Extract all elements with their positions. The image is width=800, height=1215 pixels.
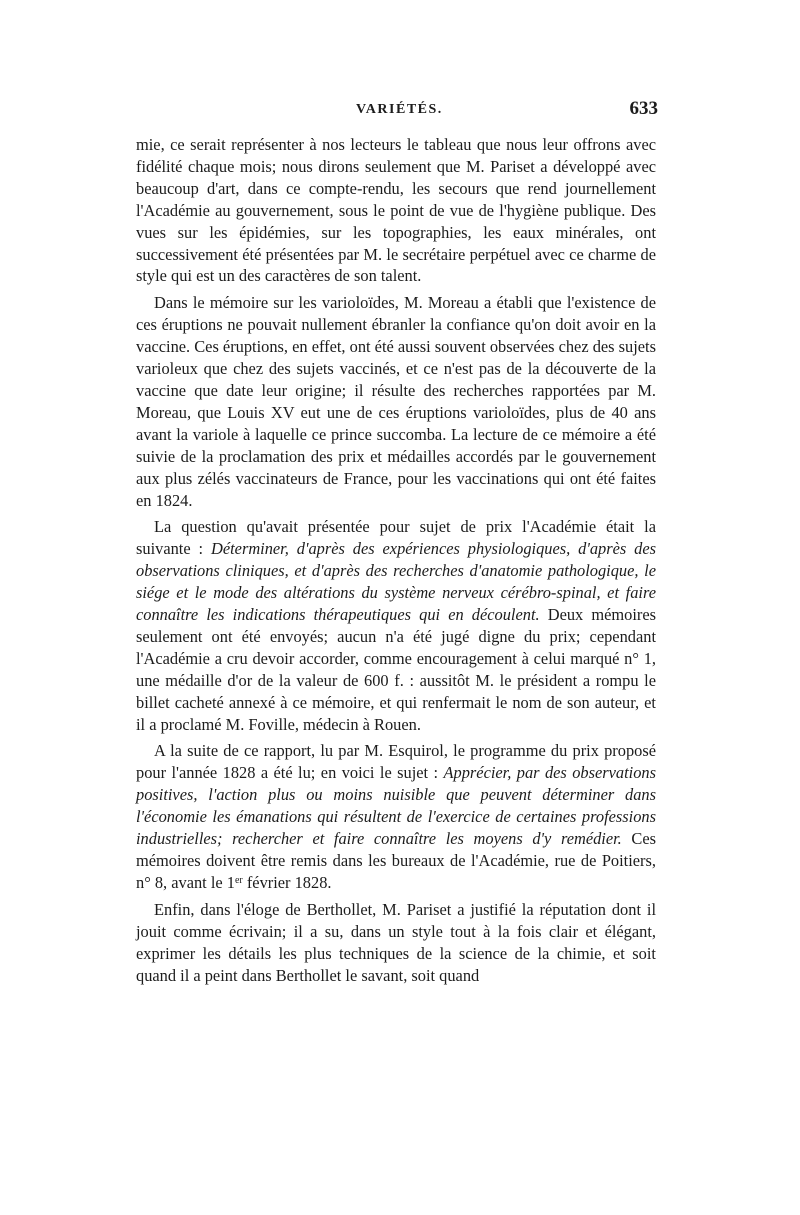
paragraph-prize-question (136, 516, 656, 735)
prize-1828-intro: A la suite de ce rapport, lu par M. Esquirol, le programme du prix proposé pour l'année 1828 a été lu; en voici le sujet : (136, 741, 656, 783)
prize-1828-conditions: Ces mémoires doivent être remis dans les bureaux de l'Académie, rue de Poitiers, n° 8, avant le 1 (136, 829, 656, 892)
paragraph-varioloides: Dans le mémoire sur les varioloïdes, M. Moreau a établi que l'existence de ces éruptions ne pouvait nullement ébranler la confiance qu'on doit avoir en la vaccine. Ces éruptions, en effet, ont été aussi souvent observées chez des sujets varioleux que chez des sujets vaccinés, et ce n'est pas de la découverte de la vaccine que date leur origine; il résulte des recherches rapportées par M. Moreau, que Louis XV eut une de ces éruptions varioloïdes, plus de 40 ans avant la variole à laquelle ce prince succomba. La lecture de ce mémoire a été suivie de la proclamation des prix et médailles accordés par le gouvernement aux plus zélés vaccinateurs de France, pour les vaccinations qui ont été faites en 1824. (136, 293, 656, 510)
superscript-er: er (234, 874, 243, 886)
book-page (136, 98, 656, 986)
paragraph-prize-1828 (136, 740, 656, 893)
prize-question-intro: La question qu'avait présentée pour sujet de prix l'Académie était la suivante : (136, 517, 656, 559)
prize-question-subject: Déterminer, d'après des expériences physiologiques, d'après des observations cliniques, et d'après des recherches d'anatomie pathologique, le siége et le mode des altérations du système nerveux cérébro-spinal, et faire connaître les indications thérapeutiques qui en découlent. (136, 539, 657, 625)
prize-question-result: Deux mémoires seulement ont été envoyés; aucun n'a été jugé digne du prix; cependant l'Académie a cru devoir accorder, comme encouragement à celui marqué n° 1, une médaille d'or de la valeur de 600 f. : aussitôt M. le président a rompu le billet cacheté annexé à ce mémoire, et qui renfermait le nom de son auteur, et il a proclamé M. Foville, médecin à Rouen. (136, 605, 656, 734)
running-title: VARIÉTÉS. (356, 102, 443, 117)
prize-1828-date: février 1828. (242, 872, 332, 892)
running-head (136, 98, 656, 134)
prize-1828-subject: Apprécier, par des observations positives, l'action plus ou moins nuisible que peuvent déterminer dans l'économie les émanations qui résultent de l'exercice de certaines professions industrielles; rechercher et faire connaître les moyens d'y remédier. (136, 763, 657, 849)
page-number: 633 (629, 98, 658, 119)
paragraph-berthollet: Enfin, dans l'éloge de Berthollet, M. Pariset a justifié la réputation dont il jouit comme écrivain; il a su, dans un style tout à la fois clair et élégant, exprimer les détails les plus techniques de la science de la chimie, et soit quand il a peint dans Berthollet le savant, soit quand (136, 899, 656, 985)
paragraph-continuation: mie, ce serait représenter à nos lecteurs le tableau que nous leur offrons avec fidélité chaque mois; nous dirons seulement que M. Pariset a développé avec beaucoup d'art, dans ce compte-rendu, les secours que rend journellement l'Académie au gouvernement, sous le point de vue de l'hygiène publique. Des vues sur les épidémies, sur les topographies, les eaux minérales, ont successivement été présentées par M. le secrétaire perpétuel avec ce charme de style qui est un des caractères de son talent. (136, 135, 656, 286)
